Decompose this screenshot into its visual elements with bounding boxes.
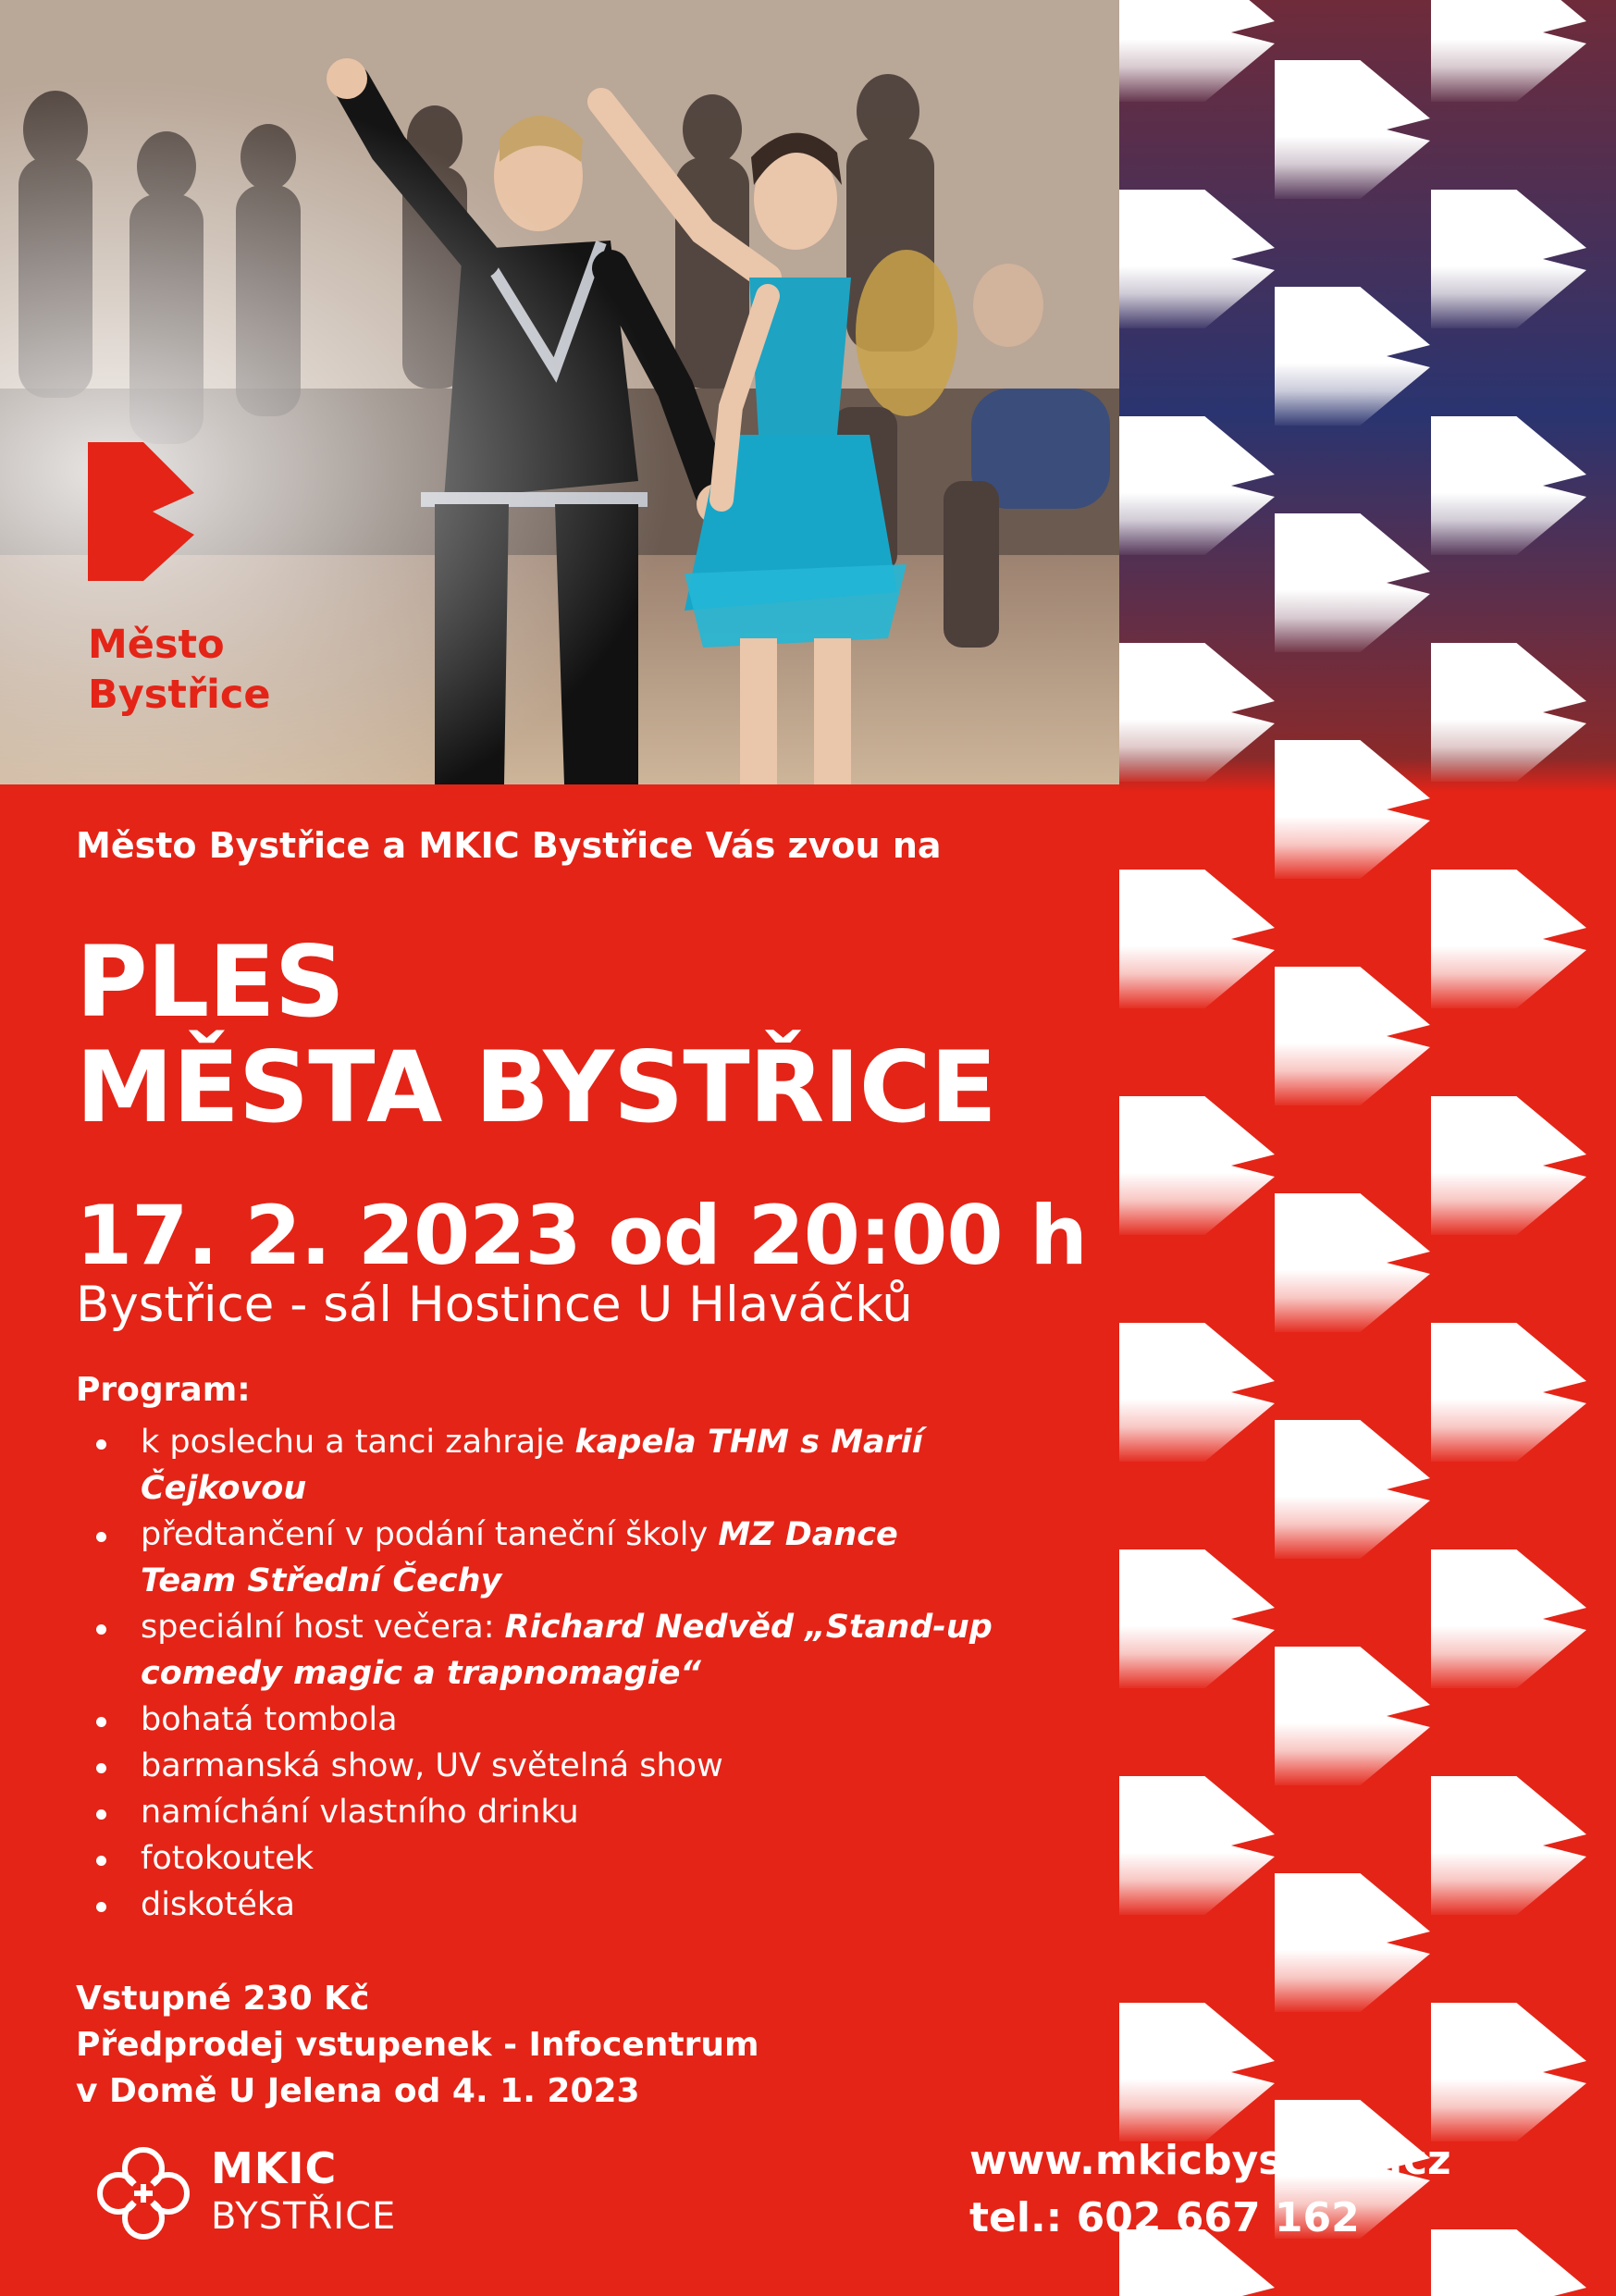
- city-b-logo-icon: [88, 442, 199, 581]
- event-title: [76, 925, 996, 1144]
- event-date: 17. 2. 2023 od 20:00 h: [76, 1188, 1087, 1283]
- event-venue: Bystřice - sál Hostince U Hlaváčků: [76, 1277, 913, 1333]
- mkic-logo-text: [211, 2144, 396, 2240]
- event-title-line1: PLES: [76, 925, 344, 1039]
- ticket-price: Vstupné 230 Kč: [76, 1980, 370, 2018]
- city-logo-line2: Bystřice: [88, 672, 271, 718]
- program-item: namíchání vlastního drinku: [76, 1789, 1001, 1835]
- ticket-presale-line1: Předprodej vstupenek - Infocentrum: [76, 2026, 759, 2064]
- ticket-info: [76, 1976, 759, 2115]
- website-link[interactable]: www.mkicbystrice.cz: [969, 2137, 1451, 2184]
- event-title-line2: MĚSTA BYSTŘICE: [76, 1031, 996, 1144]
- clover-logo-icon: [93, 2142, 194, 2244]
- program-item: fotokoutek: [76, 1835, 1001, 1882]
- program-item: bohatá tombola: [76, 1697, 1001, 1743]
- mkic-logo-line1: MKIC: [211, 2143, 338, 2193]
- program-item: speciální host večera: Richard Nedvěd „Stand-up comedy magic a trapnomagie“: [76, 1604, 1001, 1697]
- mkic-logo-line2: BYSTŘICE: [211, 2195, 397, 2238]
- city-logo-text: [88, 620, 271, 720]
- invitation-line: Město Bystřice a MKIC Bystřice Vás zvou na: [76, 825, 942, 866]
- program-heading: Program:: [76, 1371, 251, 1409]
- decorative-b-pattern: [1119, 0, 1616, 2296]
- city-logo-line1: Město: [88, 622, 225, 668]
- program-list: [76, 1419, 1001, 1928]
- program-item: předtančení v podání taneční školy MZ Dance Team Střední Čechy: [76, 1512, 1001, 1604]
- program-item: k poslechu a tanci zahraje kapela THM s Marií Čejkovou: [76, 1419, 1001, 1512]
- program-item: diskotéka: [76, 1882, 1001, 1928]
- b-shapes-grid: [1119, 0, 1616, 2296]
- contact-info: [969, 2132, 1451, 2247]
- ticket-presale-line2: v Domě U Jelena od 4. 1. 2023: [76, 2072, 640, 2110]
- program-item: barmanská show, UV světelná show: [76, 1743, 1001, 1789]
- phone-number: tel.: 602 667 162: [969, 2194, 1360, 2241]
